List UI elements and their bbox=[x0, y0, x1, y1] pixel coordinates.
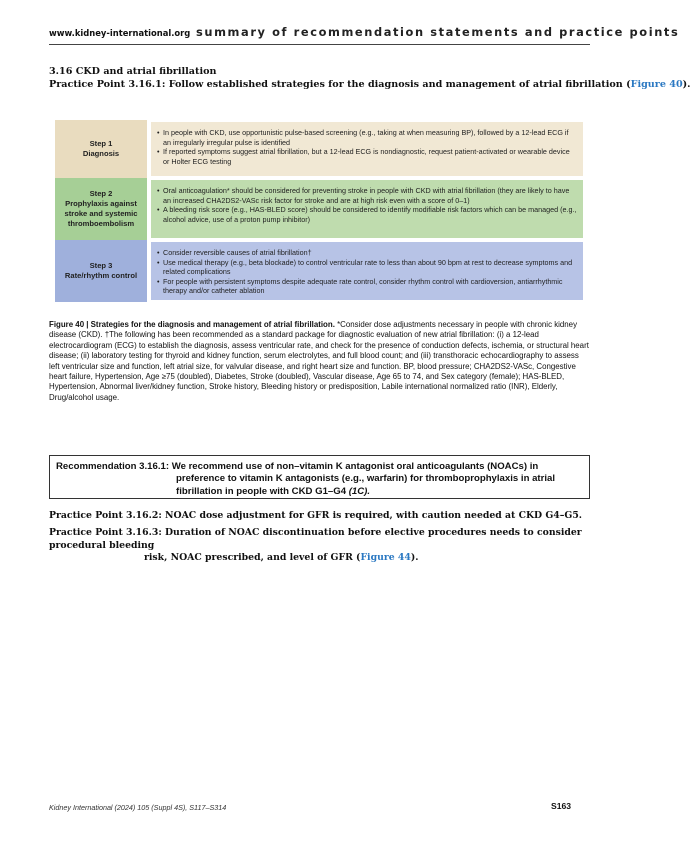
caption-title: Figure 40 | Strategies for the diagnosis and management of atrial fibrillation. bbox=[49, 320, 335, 329]
step-1-label bbox=[55, 120, 147, 178]
section-title: 3.16 CKD and atrial fibrillation bbox=[49, 66, 217, 77]
bullet-text: Oral anticoagulation* should be considered for preventing stroke in people with CKD with atrial fibrillation (they are likely to have an increased CHA2DS2-VASc risk factor for stroke and are at high risk even with a score of 0–1) bbox=[163, 186, 570, 205]
practice-point-text: risk, NOAC prescribed, and level of GFR ( bbox=[144, 552, 361, 564]
figure-40-link[interactable]: Figure 40 bbox=[630, 79, 683, 90]
page-number: S163 bbox=[551, 801, 572, 811]
recommendation-line: Recommendation 3.16.1: We recommend use of non–vitamin K antagonist oral anticoagulants (NOACs) in bbox=[56, 461, 539, 472]
running-title: summary of recommendation statements and practice points bbox=[196, 25, 680, 39]
bullet-item: • Consider reversible causes of atrial fibrillation† bbox=[157, 248, 312, 257]
step-label-line: Prophylaxis against bbox=[65, 199, 137, 208]
step-label-line: Step 2 bbox=[89, 189, 113, 198]
recommendation-text: fibrillation in people with CKD G1–G4 bbox=[176, 485, 347, 497]
step-label-line: Rate/rhythm control bbox=[64, 271, 138, 280]
bullet-item: • For people with persistent symptoms despite adequate rate control, consider rhythm control with cardioversion, antiarrhythmic therapy and/or catheter ablation bbox=[157, 276, 563, 296]
evidence-grade: (1C). bbox=[348, 485, 371, 497]
step-3-label bbox=[55, 240, 147, 302]
practice-point-text: Practice Point 3.16.1: Follow established strategies for the diagnosis and management of atrial fibrillation ( bbox=[49, 79, 631, 90]
step-2-content bbox=[151, 180, 583, 238]
practice-point-suffix: ). bbox=[682, 79, 691, 90]
step-label-line: Step 1 bbox=[89, 139, 113, 148]
header-divider bbox=[49, 44, 590, 45]
bullet-text: Consider reversible causes of atrial fibrillation† bbox=[163, 248, 312, 257]
header-url[interactable]: www.kidney-international.org bbox=[49, 28, 191, 38]
bullet-text: A bleeding risk score (e.g., HAS-BLED score) should be considered to identify modifiable risk factors which can be managed (e.g., alcohol advice, use of a proton pump inhibitor) bbox=[163, 205, 577, 224]
bullet-item: • Oral anticoagulation* should be considered for preventing stroke in people with CKD with atrial fibrillation (they are likely to have an increased CHA2DS2-VASc risk factor for stroke and are at high risk even with a score of 0–1) bbox=[157, 186, 570, 205]
bullet-text: For people with persistent symptoms despite adequate rate control, consider rhythm control with cardioversion, antiarrhythmic therapy and/or catheter ablation bbox=[163, 276, 563, 296]
step-label-line: stroke and systemic bbox=[64, 209, 138, 218]
bullet-text: If reported symptoms suggest atrial fibrillation, but a 12-lead ECG is nondiagnostic, request patient-activated or wearable device or Holter ECG testing bbox=[163, 147, 570, 166]
step-2-label bbox=[55, 178, 147, 240]
step-3-row bbox=[55, 240, 583, 302]
caption-text: *Consider dose adjustments necessary in people with chronic kidney disease (CKD). †The following has been recommended as a standard package for diagnostic evaluation of new atrial fibrillation: (i) a 12-lead electrocardiogram (ECG) to establish the diagnosis, assess ventricular rate, and check for the presence of conduction defects, ischemia, or structural heart disease; (ii) laboratory testing for thyroid and kidney function, serum electrolytes, and full blood count; and (iii) transthoracic echocardiography to assess left ventricular size and function, left atrial size, for valvular disease, and right heart size and function. BP, blood pressure; CHA2DS2-VASc, Congestive heart failure, Hypertension, Age ≥75 (doubled), Diabetes, Stroke (doubled), Vascular disease, Age 65 to 74, and Sex category (female); HAS-BLED, Hypertension, Abnormal liver/kidney function, Stroke history, Bleeding history or predisposition, Labile international normalized ratio (INR), Elderly, Drug/alcohol usage. bbox=[49, 320, 589, 402]
figure-40 bbox=[55, 120, 583, 302]
figure-44-link[interactable]: Figure 44 bbox=[360, 552, 411, 564]
step-2-row bbox=[55, 178, 583, 240]
step-label-line: Diagnosis bbox=[82, 149, 120, 158]
step-label-line: thromboembolism bbox=[67, 219, 135, 228]
step-1-row bbox=[55, 120, 583, 178]
step-label-line: Step 3 bbox=[89, 261, 113, 270]
figure-caption bbox=[49, 320, 590, 403]
practice-point-text: Practice Point 3.16.3: Duration of NOAC discontinuation before elective procedures needs to consider procedural bleeding bbox=[49, 527, 582, 551]
recommendation-3-16-1 bbox=[56, 461, 584, 498]
bullet-text: In people with CKD, use opportunistic pulse-based screening (e.g., taking at when measuring BP), followed by a 12-lead ECG if an irregularly irregular pulse is identified bbox=[163, 128, 569, 147]
practice-point-continuation bbox=[49, 552, 590, 565]
practice-point-3-16-2: Practice Point 3.16.2: NOAC dose adjustment for GFR is required, with caution needed at CKD G4–G5. bbox=[49, 510, 583, 521]
practice-point-3-16-1 bbox=[49, 79, 691, 90]
practice-point-suffix: ). bbox=[410, 552, 419, 564]
step-3-content bbox=[151, 242, 583, 300]
bullet-item: • A bleeding risk score (e.g., HAS-BLED score) should be considered to identify modifiable risk factors which can be managed (e.g., alcohol advice, use of a proton pump inhibitor) bbox=[157, 205, 577, 224]
bullet-item: • If reported symptoms suggest atrial fibrillation, but a 12-lead ECG is nondiagnostic, request patient-activated or wearable device or Holter ECG testing bbox=[157, 147, 570, 166]
bullet-text: Use medical therapy (e.g., beta blockade) to control ventricular rate to less than about 90 bpm at rest to decrease symptoms and related complications bbox=[163, 257, 573, 277]
step-1-content bbox=[151, 122, 583, 176]
practice-point-3-16-3 bbox=[49, 527, 590, 565]
bullet-item: • In people with CKD, use opportunistic pulse-based screening (e.g., taking at when measuring BP), followed by a 12-lead ECG if an irregularly irregular pulse is identified bbox=[157, 128, 569, 147]
recommendation-line: preference to vitamin K antagonists (e.g., warfarin) for thromboprophylaxis in atrial bbox=[176, 473, 556, 485]
recommendation-line bbox=[56, 486, 584, 498]
bullet-item: • Use medical therapy (e.g., beta blockade) to control ventricular rate to less than about 90 bpm at rest to decrease symptoms and related complications bbox=[157, 257, 573, 277]
footer-citation: Kidney International (2024) 105 (Suppl 4S), S117–S314 bbox=[49, 803, 227, 812]
